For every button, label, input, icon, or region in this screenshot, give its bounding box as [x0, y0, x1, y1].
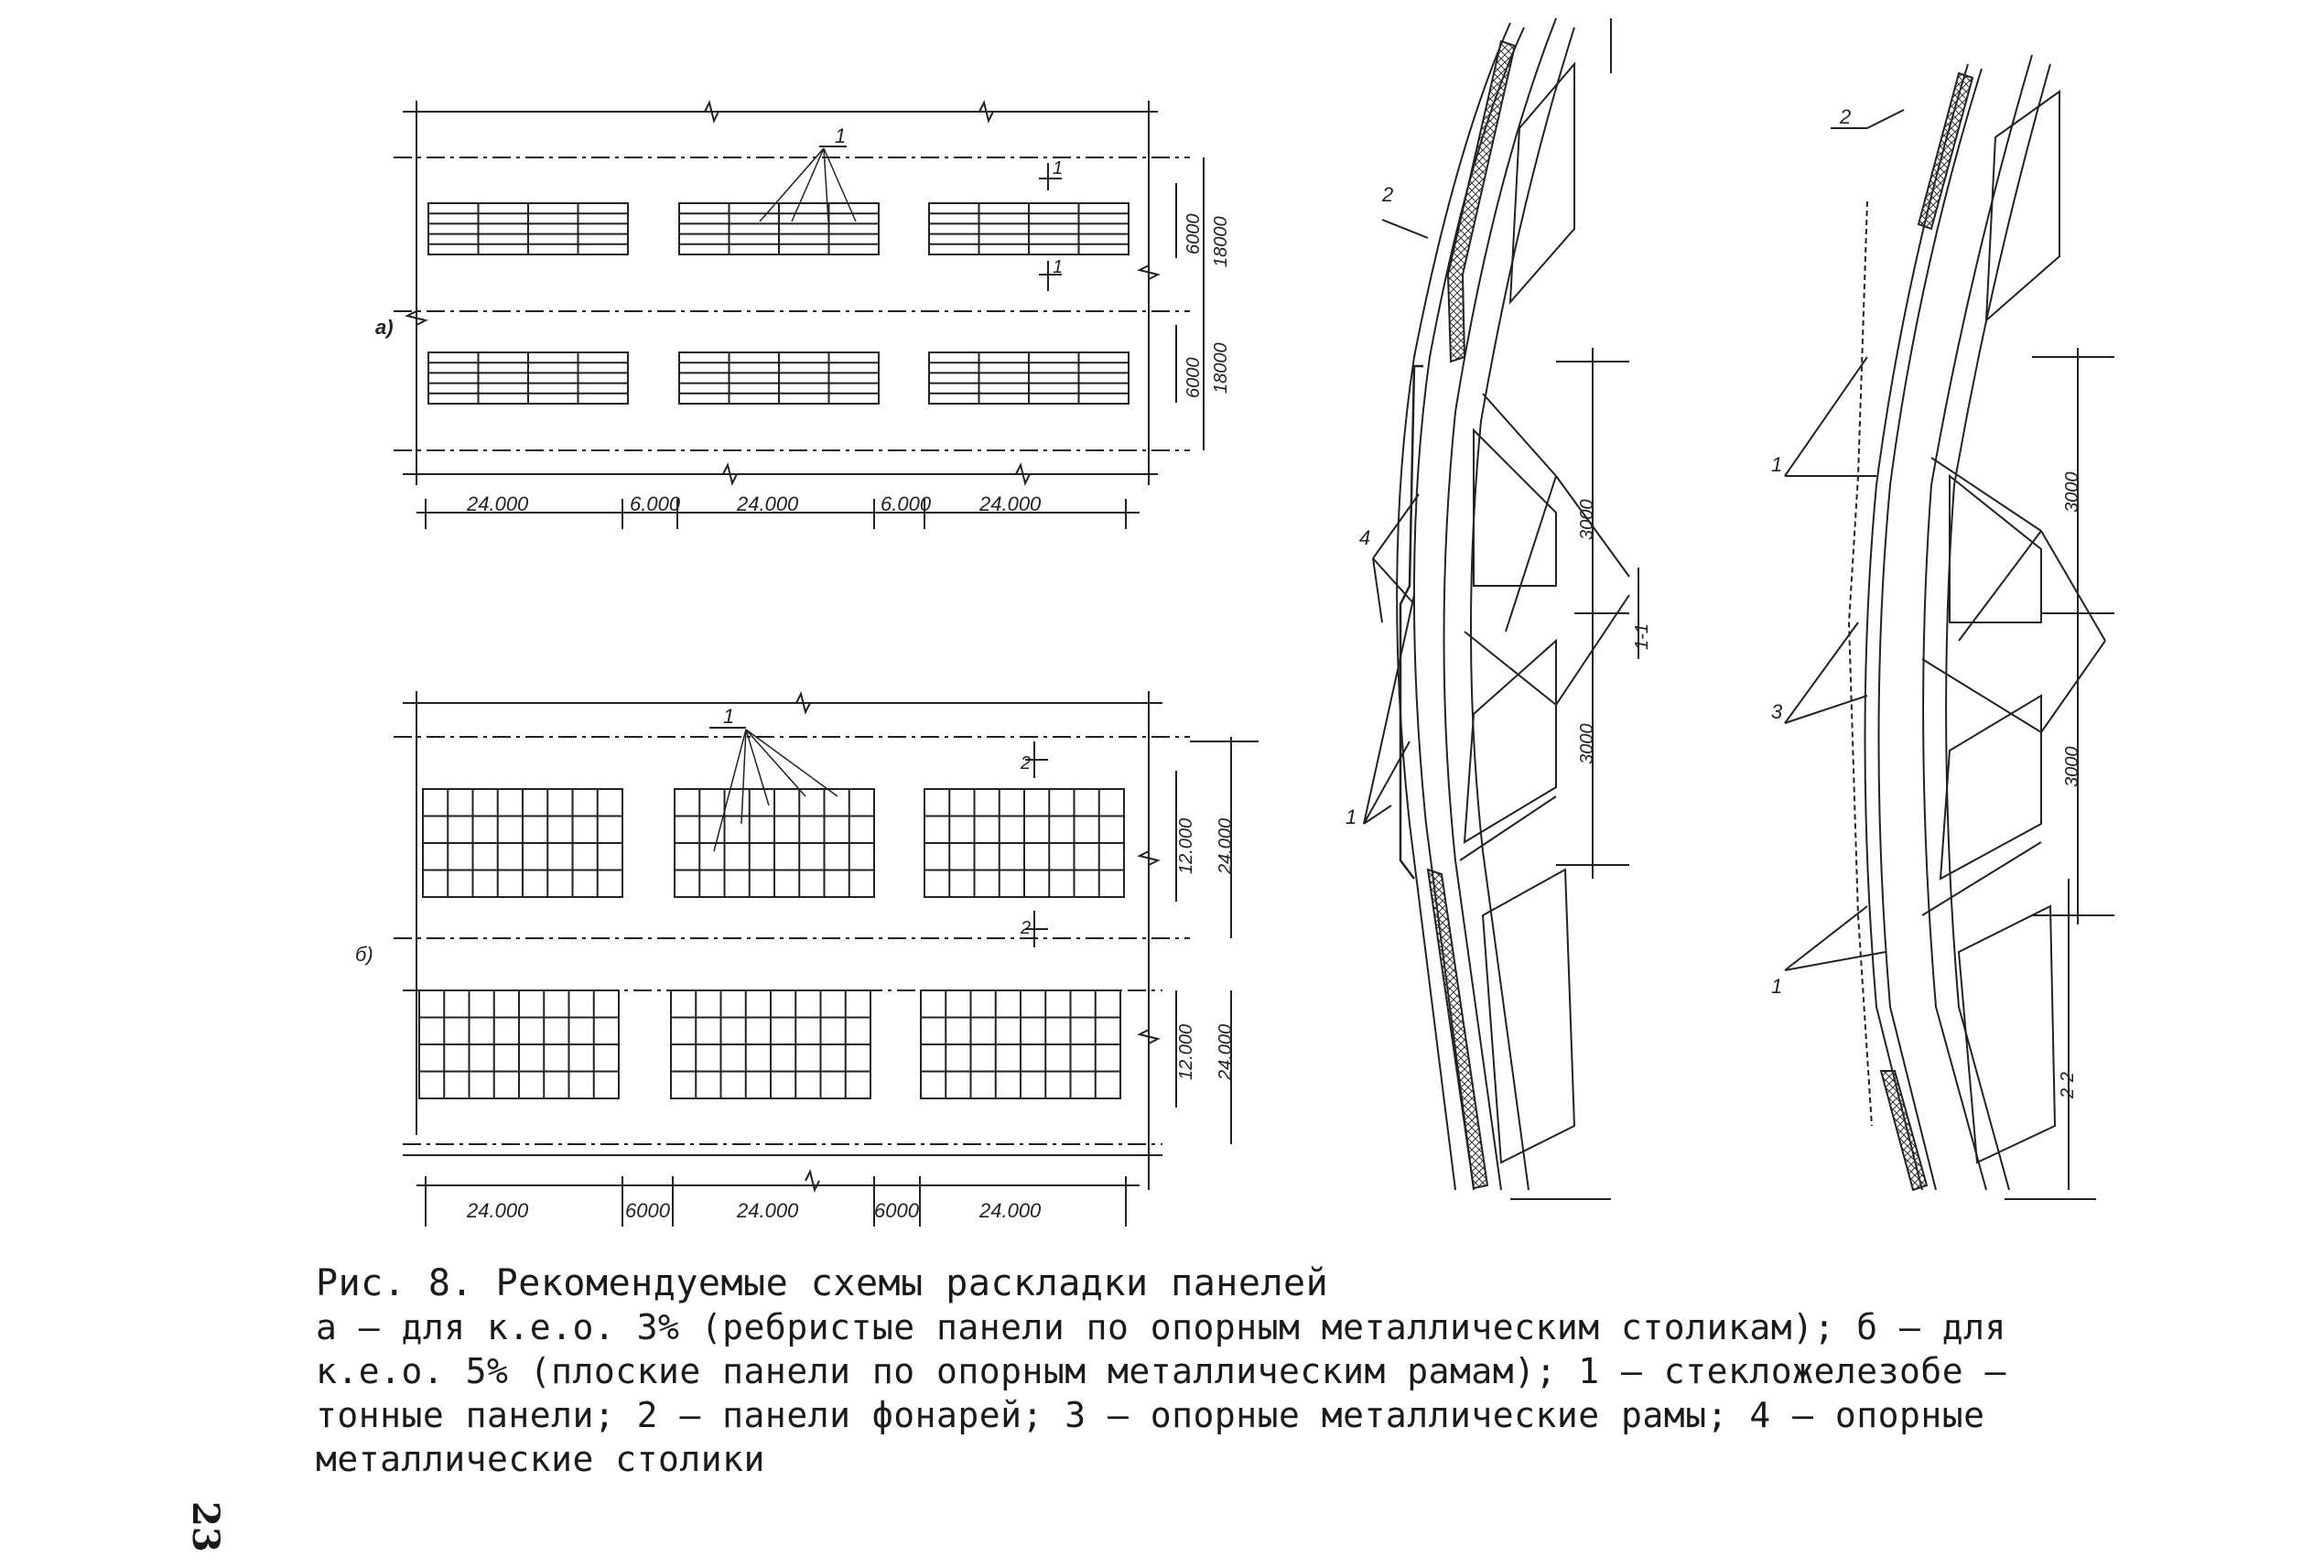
dim-a-right-1: 6000 [1184, 213, 1204, 254]
label-a: а) [375, 316, 394, 339]
dim-3000-b: 3000 [1577, 723, 1597, 764]
panel-block-b-bottom-2 [671, 990, 870, 1098]
section-1-1 [1364, 18, 1638, 1199]
panel-block-b-bottom-1 [419, 990, 619, 1098]
dim-b-5: 24.000 [979, 1199, 1042, 1222]
section-mark-2-top: 2 [1021, 753, 1032, 773]
dim-b-1: 24.000 [467, 1199, 529, 1222]
dim-a-2: 6.000 [630, 492, 681, 515]
dim-a-4: 6.000 [881, 492, 932, 515]
dim-3000-d: 3000 [2062, 746, 2082, 787]
section-mark-1-bottom: 1 [1053, 257, 1064, 277]
scheme-b [394, 691, 1259, 1227]
dim-a-right-2: 18000 [1211, 216, 1231, 267]
panel-block-a-bottom-2 [679, 352, 879, 404]
section-mark-1-top: 1 [1053, 158, 1064, 178]
leader-1-section-2-bottom: 1 [1771, 975, 1783, 998]
dim-b-right-1: 12.000 [1176, 817, 1196, 874]
caption-line-3: тонные панели; 2 – панели фонарей; 3 – опорные металлические рамы; 4 – опорные [316, 1395, 1985, 1435]
panel-block-a-bottom-1 [428, 352, 628, 404]
dim-b-right-4: 24.000 [1216, 1023, 1236, 1080]
section-2-2 [1785, 55, 2114, 1199]
panel-block-b-top-2 [675, 789, 874, 897]
section-mark-2-bottom: 2 [1021, 918, 1032, 938]
dim-a-1: 24.000 [467, 492, 529, 515]
caption-title: Рис. 8. Рекомендуемые схемы раскладки панелей [316, 1262, 1329, 1304]
dim-3000-c: 3000 [2062, 471, 2082, 513]
caption-line-2: к.е.о. 5% (плоские панели по опорным металлическим рамам); 1 – стекложелезобе – [316, 1351, 2006, 1391]
page-number: 23 [184, 1501, 227, 1552]
dim-b-right-2: 24.000 [1216, 817, 1236, 874]
section-1-1-labels [1346, 183, 1652, 828]
dim-a-right-3: 6000 [1184, 357, 1204, 398]
figure-caption [316, 1261, 2110, 1481]
dim-b-4: 6000 [874, 1199, 919, 1222]
label-b: б) [355, 943, 373, 966]
callout-1-a: 1 [835, 124, 847, 147]
section-label-2-2: 2-2 [2058, 1072, 2078, 1098]
panel-block-b-top-1 [423, 789, 622, 897]
leader-4: 4 [1359, 526, 1371, 549]
dim-a-right-4: 18000 [1211, 342, 1231, 394]
section-2-2-labels [1771, 105, 2082, 1099]
dim-a-3: 24.000 [737, 492, 799, 515]
leader-3: 3 [1771, 700, 1783, 723]
scheme-a-labels [375, 124, 1231, 515]
dim-b-3: 24.000 [737, 1199, 799, 1222]
dim-a-5: 24.000 [979, 492, 1042, 515]
dim-b-2: 6000 [625, 1199, 670, 1222]
panel-block-b-bottom-3 [921, 990, 1120, 1098]
leader-2-section-1: 2 [1382, 183, 1394, 206]
panel-block-a-top-1 [428, 203, 628, 254]
scheme-a [394, 101, 1204, 529]
leader-1-section-1: 1 [1346, 806, 1357, 828]
dim-b-right-3: 12.000 [1176, 1023, 1196, 1080]
leader-2-section-2: 2 [1840, 105, 1852, 128]
panel-block-a-bottom-3 [929, 352, 1129, 404]
caption-line-4: металлические столики [316, 1439, 765, 1479]
panel-block-a-top-3 [929, 203, 1129, 254]
leader-1-section-2-top: 1 [1771, 453, 1783, 476]
panel-block-b-top-3 [924, 789, 1124, 897]
dim-3000-a: 3000 [1577, 499, 1597, 540]
caption-line-1: а – для к.е.о. 3% (ребристые панели по опорным металлическим столикам); б – для [316, 1307, 2006, 1347]
panel-block-a-top-2 [679, 203, 879, 254]
section-label-1-1: 1-1 [1632, 623, 1652, 650]
callout-1-b: 1 [723, 705, 735, 728]
